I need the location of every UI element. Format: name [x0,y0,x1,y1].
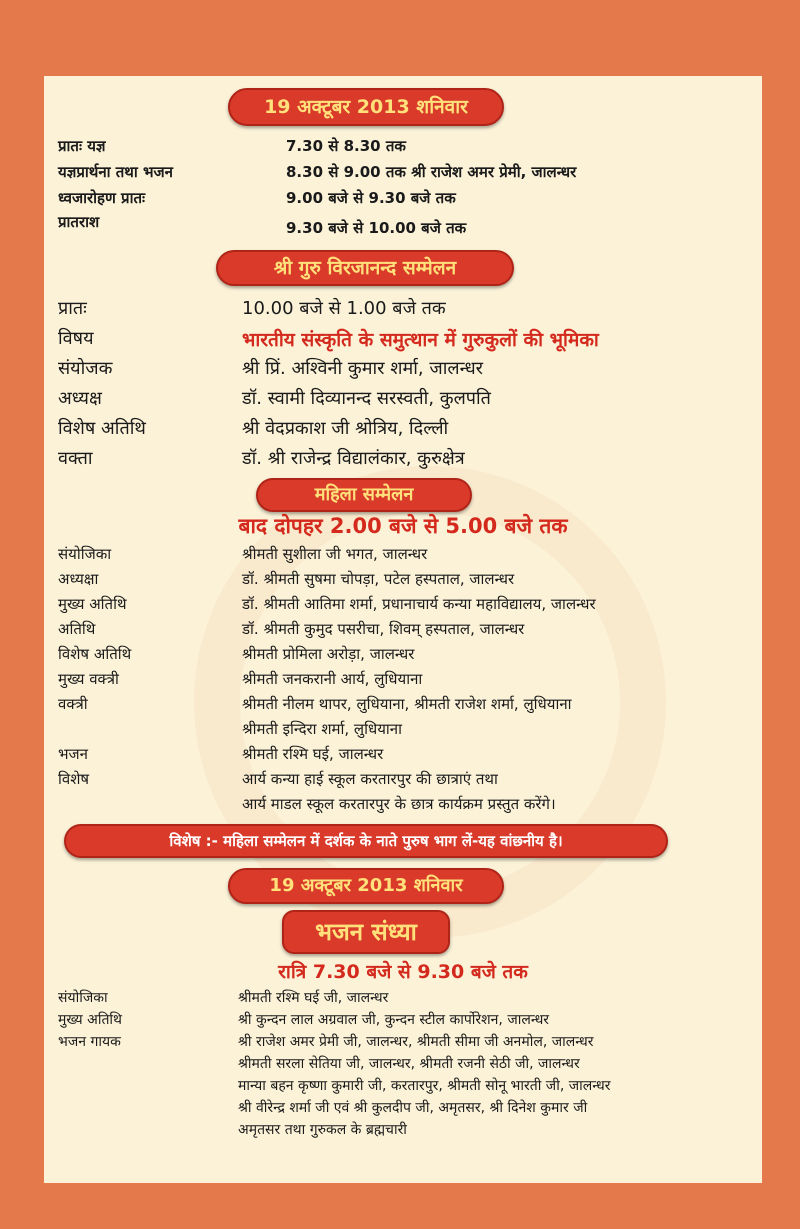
conference-banner: श्री गुरु विरजानन्द सम्मेलन [216,250,514,286]
row-label: प्रातः [58,298,87,319]
row-label: प्रातः यज्ञ [58,137,106,155]
row-value: मान्या बहन कृष्णा कुमारी जी, करतारपुर, श्रीमती सोनू भारती जी, जालन्धर [238,1078,611,1094]
row-label: भजन [58,745,89,763]
row-label: वक्ता [58,448,93,469]
row-value: 9.30 बजे से 10.00 बजे तक [286,219,467,237]
row-value: 10.00 बजे से 1.00 बजे तक [242,298,446,319]
row-label: संयोजिका [58,990,108,1006]
row-label: भजन गायक [58,1034,121,1050]
row-value: आर्य माडल स्कूल करतारपुर के छात्र कार्यक्रम प्रस्तुत करेंगे। [242,795,556,813]
special-note-banner: विशेष :- महिला सम्मेलन में दर्शक के नाते पुरुष भाग लें-यह वांछनीय है। [64,824,668,858]
row-value: श्रीमती जनकरानी आर्य, लुधियाना [242,670,423,688]
row-label: संयोजक [58,358,113,379]
row-value: श्री प्रिं. अश्विनी कुमार शर्मा, जालन्धर [242,358,484,379]
row-value: श्रीमती रश्मि घई जी, जालन्धर [238,990,389,1006]
row-value: अमृतसर तथा गुरुकल के ब्रह्मचारी [238,1122,407,1138]
row-value: श्रीमती प्रोमिला अरोड़ा, जालन्धर [242,645,415,663]
row-label: यज्ञप्रार्थना तथा भजन [58,163,173,181]
row-value: डॉ. श्रीमती कुमुद पसरीचा, शिवम् हस्पताल, जालन्धर [242,620,525,638]
row-value: श्री वेदप्रकाश जी श्रोत्रिय, दिल्ली [242,418,449,439]
row-value: श्रीमती नीलम थापर, लुधियाना, श्रीमती राजेश शर्मा, लुधियाना [242,695,572,713]
row-label: अतिथि [58,620,96,638]
row-value: श्रीमती सुशीला जी भगत, जालन्धर [242,545,428,563]
row-value: 8.30 से 9.00 तक श्री राजेश अमर प्रेमी, जालन्धर [286,163,577,181]
row-value: श्रीमती सरला सेतिया जी, जालन्धर, श्रीमती रजनी सेठी जी, जालन्धर [238,1056,580,1072]
women-conference-time: बाद दोपहर 2.00 बजे से 5.00 बजे तक [238,514,568,538]
row-value: श्री कुन्दन लाल अग्रवाल जी, कुन्दन स्टील कार्पोरेशन, जालन्धर [238,1012,550,1028]
row-value: डॉ. श्रीमती आतिमा शर्मा, प्रधानाचार्य कन्या महाविद्यालय, जालन्धर [242,595,596,613]
row-label: विशेष अतिथि [58,645,132,663]
row-value: 7.30 से 8.30 तक [286,137,406,155]
row-label: अध्यक्षा [58,570,99,588]
row-label: प्रातराश [58,213,100,231]
women-conference-banner: महिला सम्मेलन [256,478,472,512]
row-value: 9.00 बजे से 9.30 बजे तक [286,189,456,207]
row-label: मुख्य अतिथि [58,595,127,613]
row-value: डॉ. स्वामी दिव्यानन्द सरस्वती, कुलपति [242,388,491,409]
row-label: संयोजिका [58,545,112,563]
date-banner-1: 19 अक्टूबर 2013 शनिवार [228,88,504,126]
row-label: अध्यक्ष [58,388,102,409]
row-label: ध्वजारोहण प्रातः [58,189,146,207]
program-panel [44,76,762,1183]
row-label: विषय [58,328,94,349]
row-label: मुख्य वक्त्री [58,670,119,688]
row-label: विशेष अतिथि [58,418,146,439]
row-value: श्री वीरेन्द्र शर्मा जी एवं श्री कुलदीप जी, अमृतसर, श्री दिनेश कुमार जी [238,1100,588,1116]
row-value: डॉ. श्री राजेन्द्र विद्यालंकार, कुरुक्षेत्र [242,448,465,469]
bhajan-sandhya-title: भजन संध्या [282,910,450,954]
row-value: श्रीमती रश्मि घई, जालन्धर [242,745,384,763]
topic-value: भारतीय संस्कृति के समुत्थान में गुरुकुलों की भूमिका [242,329,599,351]
row-value: डॉ. श्रीमती सुषमा चोपड़ा, पटेल हस्पताल, जालन्धर [242,570,515,588]
row-label: विशेष [58,770,90,788]
row-value: आर्य कन्या हाई स्कूल करतारपुर की छात्राएं तथा [242,770,498,788]
row-label: मुख्य अतिथि [58,1012,123,1028]
date-banner-2: 19 अक्टूबर 2013 शनिवार [228,868,504,904]
row-value: श्रीमती इन्दिरा शर्मा, लुधियाना [242,720,402,738]
row-value: श्री राजेश अमर प्रेमी जी, जालन्धर, श्रीमती सीमा जी अनमोल, जालन्धर [238,1034,594,1050]
bhajan-sandhya-time: रात्रि 7.30 बजे से 9.30 बजे तक [278,961,528,983]
row-label: वक्त्री [58,695,88,713]
